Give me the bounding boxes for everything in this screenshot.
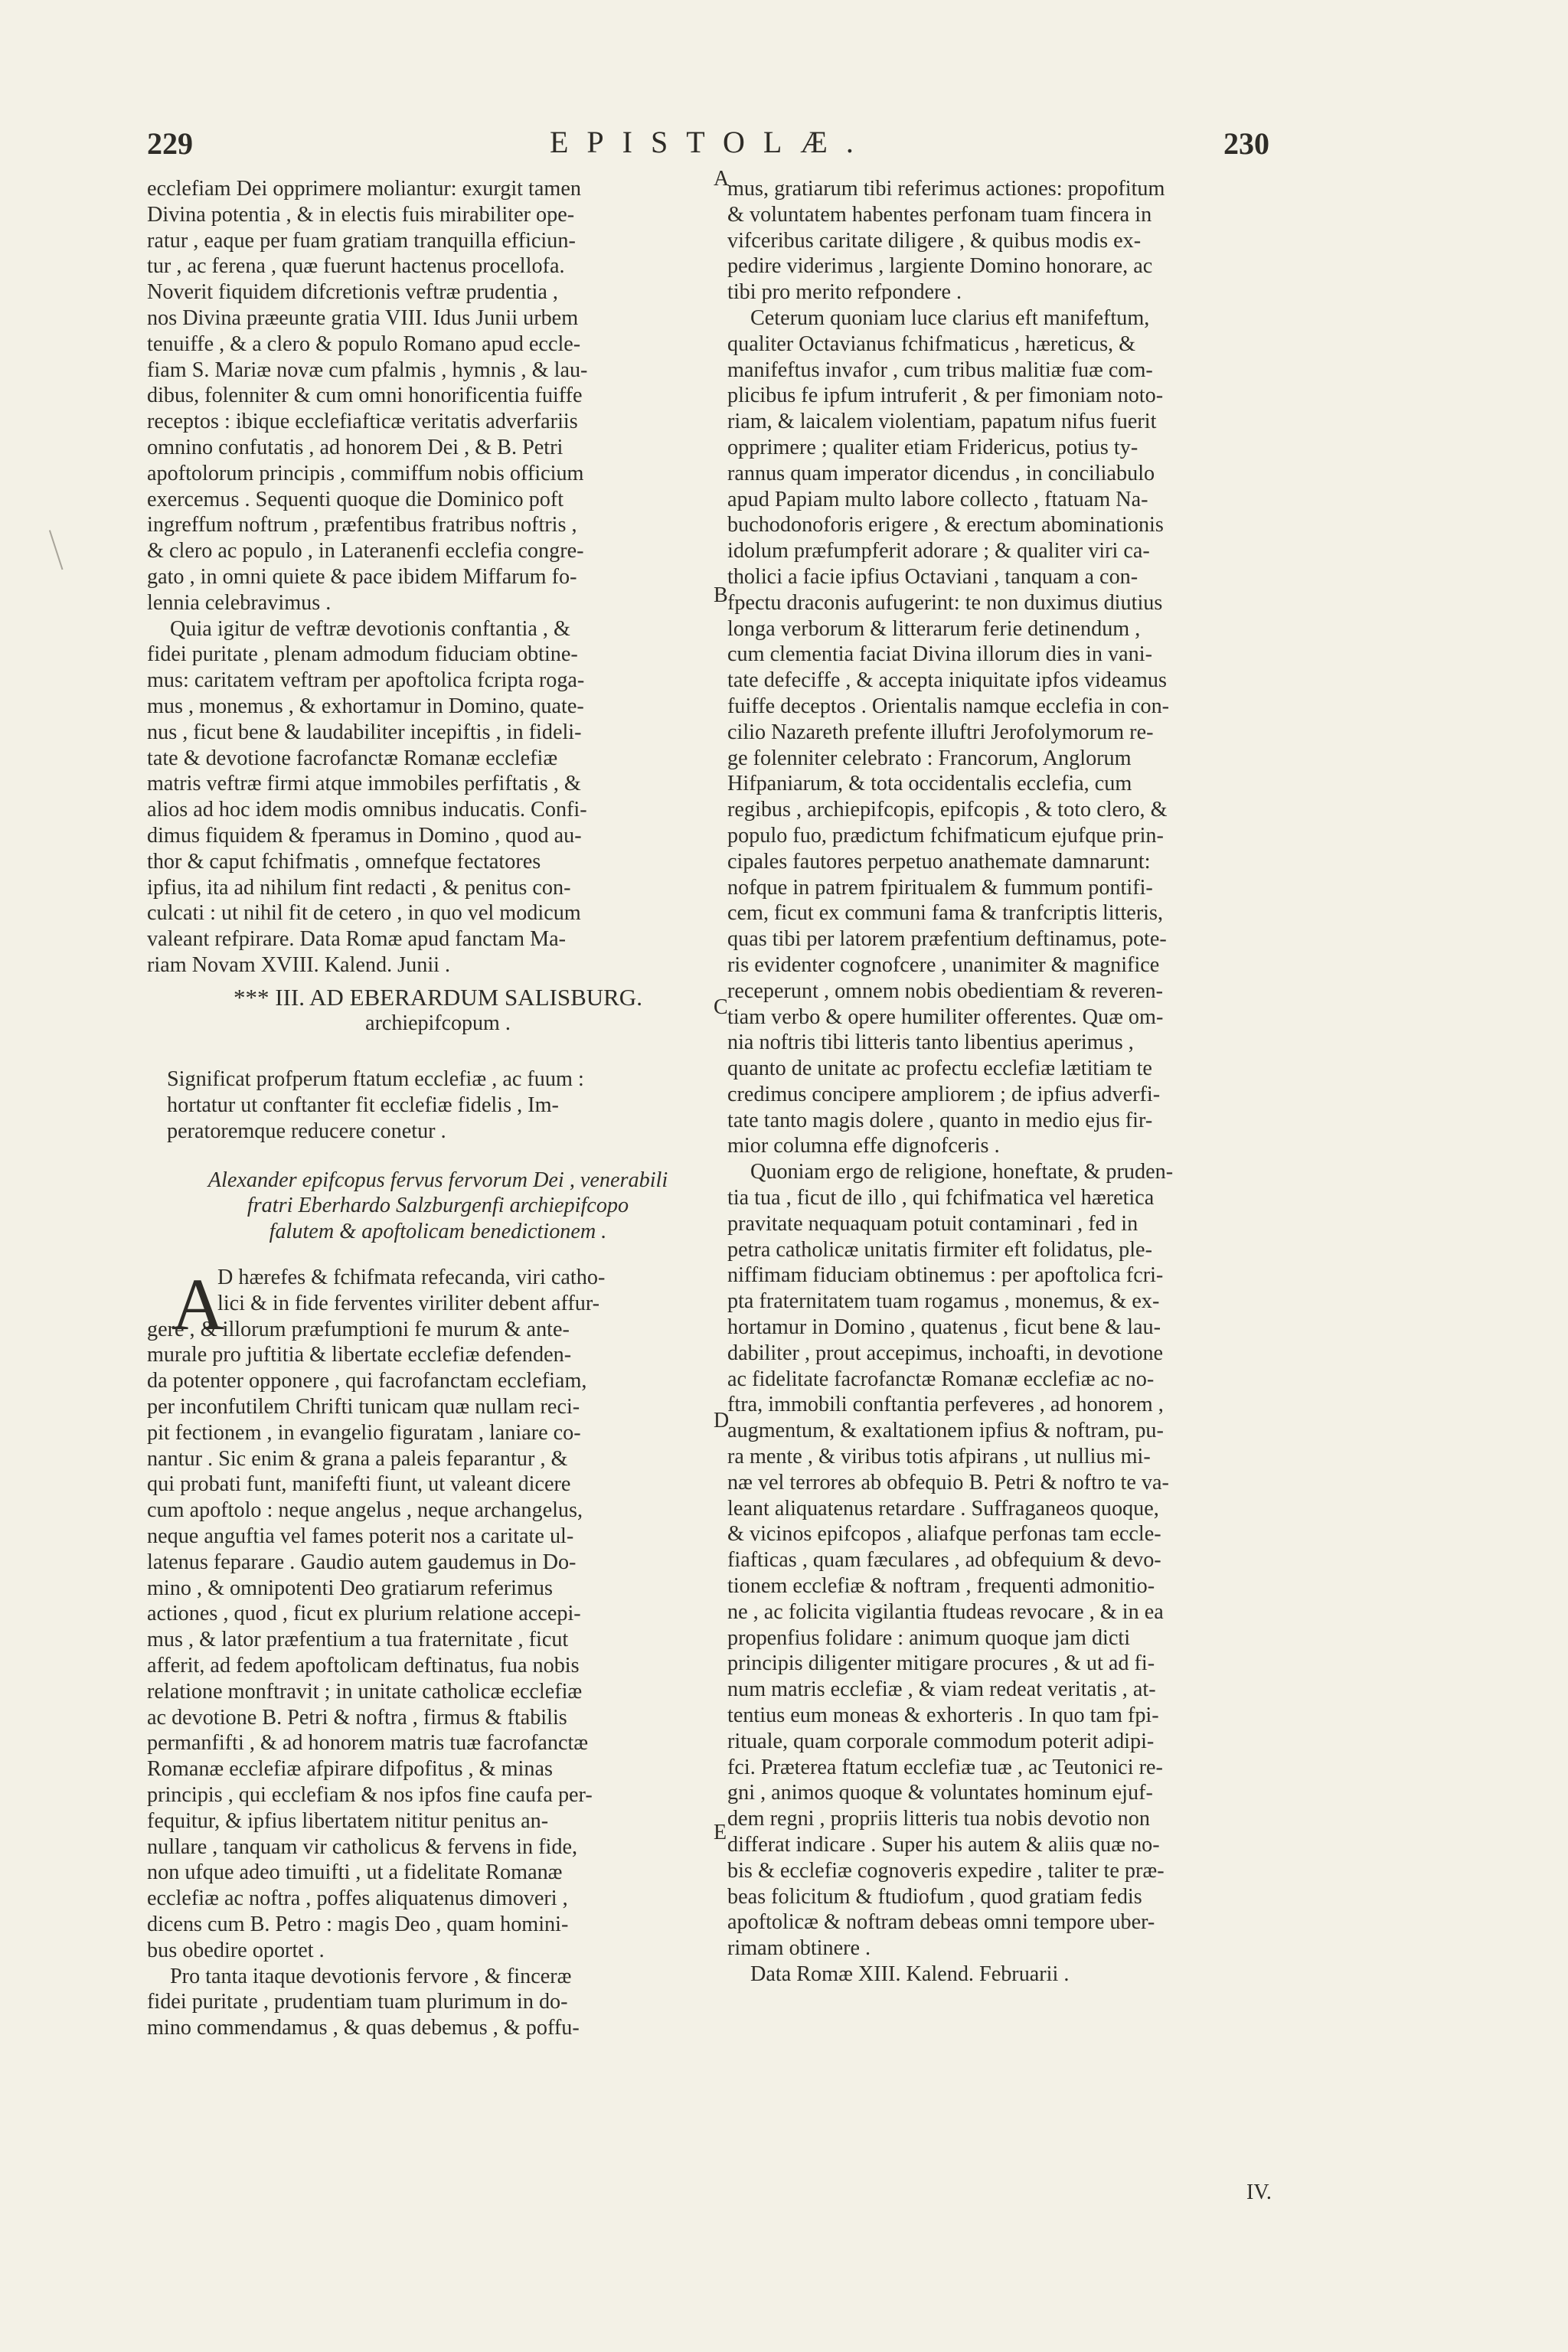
text-line: fiam S. Mariæ novæ cum pfalmis , hymnis , & lau- bbox=[147, 358, 588, 382]
page-number-right: 230 bbox=[1223, 126, 1269, 161]
summary-line: Significat profperum ftatum ecclefiæ , ac fuum : bbox=[167, 1067, 584, 1092]
text-line: valeant refpirare. Data Romæ apud fanctam Ma- bbox=[147, 927, 567, 952]
margin-letter-b: B bbox=[714, 583, 728, 607]
text-line: fequitur, & ipfius libertatem nititur penitus an- bbox=[147, 1808, 549, 1833]
text-line: fiafticas , quam fæculares , ad obfequium & devo- bbox=[727, 1548, 1161, 1573]
letter-body bbox=[147, 1265, 729, 2041]
text-line: vifceribus caritate diligere , & quibus modis ex- bbox=[727, 228, 1142, 253]
text-line: pta fraternitatem tuam rogamus , monemus, & ex- bbox=[727, 1289, 1160, 1314]
text-line: ecclefiam Dei opprimere moliantur: exurgit tamen bbox=[147, 177, 581, 201]
text-line: populo fuo, prædictum fchifmaticum ejufque prin- bbox=[727, 823, 1164, 848]
summary-line: peratoremque reducere conetur . bbox=[167, 1119, 446, 1143]
salutation-line: falutem & apoftolicam benedictionem . bbox=[269, 1220, 607, 1244]
drop-cap-line-text: D hærefes & fchifmata refecanda, viri catho- bbox=[217, 1266, 606, 1290]
text-line: rimam obtinere . bbox=[727, 1936, 871, 1961]
text-line: Pro tanta itaque devotionis fervore , & finceræ bbox=[170, 1964, 572, 1988]
text-line: tenuiffe , & a clero & populo Romano apud eccle- bbox=[147, 332, 581, 356]
text-line: ecclefiæ ac noftra , poffes aliquatenus dimoveri , bbox=[147, 1886, 568, 1911]
salutation-line: Alexander epifcopus fervus fervorum Dei , venerabili bbox=[207, 1168, 668, 1192]
salutation-line: fratri Eberhardo Salzburgenfi archiepifcopo bbox=[247, 1194, 629, 1218]
text-line: cem, ficut ex communi fama & tranfcriptis litteris, bbox=[727, 901, 1164, 926]
text-line: dimus fiquidem & fperamus in Domino , quod au- bbox=[147, 823, 582, 848]
text-line: ac devotione B. Petri & noftra , firmus & ftabilis bbox=[147, 1705, 567, 1730]
margin-pencil-mark bbox=[49, 528, 69, 570]
text-line: nia noftris tibi litteris tanto libentius aperimus , bbox=[727, 1031, 1134, 1055]
text-line: dibus, folenniter & cum omni honorificentia fuiffe bbox=[147, 384, 583, 408]
text-line: augmentum, & exaltationem ipfius & noftram, pu- bbox=[727, 1419, 1164, 1443]
letter-summary bbox=[147, 1067, 729, 1144]
text-line: nus , ficut bene & laudabiliter incepiftis , in fideli- bbox=[147, 720, 582, 744]
text-line: tate tanto magis dolere , quanto in medio ejus fir- bbox=[727, 1108, 1153, 1132]
margin-letter-e: E bbox=[714, 1821, 727, 1844]
text-line: apoftolicæ & noftram debeas omni tempore uber- bbox=[727, 1910, 1155, 1935]
text-line: Hifpaniarum, & tota occidentalis ecclefia, cum bbox=[727, 772, 1132, 796]
running-title: EPISTOLÆ. bbox=[550, 125, 872, 159]
letter-salutation bbox=[147, 1168, 729, 1245]
text-line: bus obedire oportet . bbox=[147, 1938, 325, 1962]
text-line: dabiliter , prout accepimus, inchoafti, in devotione bbox=[727, 1341, 1164, 1365]
text-line: rituale, quam corporale commodum poterit adipi- bbox=[727, 1729, 1155, 1753]
text-line: ac fidelitate facrofanctæ Romanæ ecclefiæ ac no- bbox=[727, 1367, 1155, 1391]
text-line: fidei puritate , prudentiam tuam plurimum in do- bbox=[147, 1990, 568, 2014]
text-line: nullare , tanquam vir catholicus & fervens in fide, bbox=[147, 1834, 578, 1859]
text-line: cipales fautores perpetuo anathemate damnarunt: bbox=[727, 849, 1151, 874]
text-line: tentius eum moneas & exhorteris . In quo tam fpi- bbox=[727, 1704, 1159, 1728]
text-line: alios ad hoc idem modis omnibus inducatis. Confi- bbox=[147, 798, 587, 822]
text-line: afferit, ad fedem apoftolicam deftinatus, fua nobis bbox=[147, 1654, 580, 1678]
text-line: beas folicitum & ftudiofum , quod gratiam fedis bbox=[727, 1884, 1142, 1909]
text-line: idolum præfumpferit adorare ; & qualiter viri ca- bbox=[727, 539, 1150, 564]
text-line: plicibus fe ipfum intruferit , & per fimoniam noto- bbox=[727, 384, 1164, 408]
text-line: Divina potentia , & in electis fuis mirabiliter ope- bbox=[147, 202, 575, 227]
text-line: Ceterum quoniam luce clarius eft manifeftum, bbox=[750, 305, 1150, 330]
text-line: ris evidenter cognofcere , unanimiter & magnifice bbox=[727, 952, 1160, 977]
text-line: petra catholicæ unitatis firmiter eft folidatus, ple- bbox=[727, 1237, 1152, 1262]
text-line: tate & devotione facrofanctæ Romanæ ecclefiæ bbox=[147, 746, 558, 770]
text-line: leant aliquatenus retardare . Suffraganeos quoque, bbox=[727, 1496, 1159, 1521]
text-line: qui probati funt, manifefti fiunt, ut valeant dicere bbox=[147, 1472, 571, 1497]
text-line: & clero ac populo , in Lateranenfi ecclefia congre- bbox=[147, 539, 584, 564]
text-line: cum clementia faciat Divina illorum dies in vani- bbox=[727, 642, 1152, 667]
text-line: propenfius folidare : animum quoque jam dicti bbox=[727, 1625, 1131, 1650]
text-line: gere , & illorum præfumptioni fe murum & ante- bbox=[147, 1317, 570, 1341]
text-line: mus, gratiarum tibi referimus actiones: propofitum bbox=[727, 177, 1165, 201]
drop-cap: A bbox=[172, 1263, 225, 1346]
text-line: dem regni , propriis litteris tua nobis devotio non bbox=[727, 1807, 1150, 1831]
text-line: receperunt , omnem nobis obedientiam & reveren- bbox=[727, 978, 1164, 1003]
text-line: matris veftræ firmi atque immobiles perfiftatis , & bbox=[147, 772, 581, 796]
text-line: ratur , eaque per fuam gratiam tranquilla efficiun- bbox=[147, 228, 576, 253]
text-line: gni , animos quoque & voluntates hominum ejuf- bbox=[727, 1781, 1153, 1805]
margin-letter-d: D bbox=[714, 1409, 730, 1432]
text-line: opprimere ; qualiter etiam Fridericus, potius ty- bbox=[727, 435, 1138, 459]
text-line: riam, & laicalem violentiam, papatum nifus fuerit bbox=[727, 410, 1157, 434]
text-line: actiones , quod , ficut ex plurium relatione accepi- bbox=[147, 1602, 581, 1626]
text-line: non ufque adeo timuifti , ut a fidelitate Romanæ bbox=[147, 1860, 563, 1885]
letter-heading bbox=[147, 985, 729, 1011]
text-line: Noverit fiquidem difcretionis veftræ prudentia , bbox=[147, 280, 558, 305]
letter-ii-closing-text bbox=[147, 176, 729, 978]
text-line: apud Papiam multo labore collecto , ftatuam Na- bbox=[727, 487, 1148, 511]
text-line: lici & in fide ferventes viriliter debent affur- bbox=[217, 1291, 600, 1315]
text-line: fidei puritate , plenam admodum fiduciam obtine- bbox=[147, 642, 578, 667]
text-line: quas tibi per latorem præfentium deftinamus, pote- bbox=[727, 927, 1167, 952]
text-line: mior columna effe dignofceris . bbox=[727, 1134, 1000, 1158]
text-line: quanto de unitate ac profectu ecclefiæ lætitiam te bbox=[727, 1057, 1152, 1081]
margin-letter-c: C bbox=[714, 995, 728, 1019]
text-line: regibus , archiepifcopis, epifcopis , & toto clero, & bbox=[727, 798, 1168, 822]
margin-letter-a: A bbox=[714, 167, 730, 191]
text-line: credimus concipere ampliorem ; de ipfius adverfi- bbox=[727, 1082, 1161, 1106]
text-line: per inconfutilem Chrifti tunicam quæ nullam reci- bbox=[147, 1395, 580, 1419]
heading-marker: *** bbox=[234, 983, 270, 1011]
heading-title: III. AD EBERARDUM SALISBURG. bbox=[275, 983, 642, 1011]
text-line: mus , monemus , & exhortamur in Domino, quate- bbox=[147, 694, 584, 718]
text-line: culcati : ut nihil fit de cetero , in quo vel modicum bbox=[147, 901, 581, 926]
left-column bbox=[147, 176, 729, 2041]
text-line: relatione monftravit ; in unitate catholicæ ecclefiæ bbox=[147, 1679, 583, 1704]
text-line: gato , in omni quiete & pace ibidem Miffarum fo- bbox=[147, 564, 577, 589]
page-header bbox=[0, 121, 1568, 167]
text-line: nantur . Sic enim & grana a paleis feparantur , & bbox=[147, 1446, 568, 1471]
text-line: receptos : ibique ecclefiafticæ veritatis adverfariis bbox=[147, 410, 578, 434]
text-line: niffimam fiduciam obtinemus : per apoftolica fcri- bbox=[727, 1263, 1164, 1288]
text-line: murale pro juftitia & libertate ecclefiæ defenden- bbox=[147, 1343, 572, 1367]
text-line: exercemus . Sequenti quoque die Dominico poft bbox=[147, 487, 564, 511]
text-line: ipfius, ita ad nihilum fint redacti , & penitus con- bbox=[147, 875, 571, 900]
text-line: tibi pro merito refpondere . bbox=[727, 280, 962, 305]
text-line: tate defeciffe , & accepta iniquitate ipfos videamus bbox=[727, 668, 1167, 693]
text-line: Quoniam ergo de religione, honeftate, & pruden- bbox=[750, 1160, 1174, 1184]
text-line: ingreffum noftrum , præfentibus fratribus noftris , bbox=[147, 513, 577, 537]
text-line: bis & ecclefiæ cognoveris expedire , taliter te præ- bbox=[727, 1858, 1165, 1883]
text-line: manifeftus invafor , cum tribus malitiæ fuæ com- bbox=[727, 358, 1153, 382]
summary-line: hortatur ut conftanter fit ecclefiæ fidelis , Im- bbox=[167, 1093, 559, 1118]
text-line: fuiffe deceptos . Orientalis namque ecclefia in con- bbox=[727, 694, 1170, 718]
text-line: fci. Præterea ftatum ecclefiæ tuæ , ac Teutonici re- bbox=[727, 1755, 1163, 1779]
text-line: qualiter Octavianus fchifmaticus , hæreticus, & bbox=[727, 332, 1136, 356]
text-line: tionem ecclefiæ & noftram , frequenti admonitio- bbox=[727, 1574, 1155, 1599]
text-line: ra mente , & viribus totis afpirans , ut nullius mi- bbox=[727, 1445, 1151, 1469]
text-line: ne , ac folicita vigilantia ftudeas revocare , & in ea bbox=[727, 1599, 1164, 1624]
text-line: lennia celebravimus . bbox=[147, 590, 332, 615]
text-line: principis diligenter mitigare procures , & ut ad fi- bbox=[727, 1651, 1155, 1676]
text-line: mus , & lator præfentium a tua fraternitate , ficut bbox=[147, 1628, 569, 1652]
text-line: ftra, immobili conftantia perfeveres , ad honorem , bbox=[727, 1393, 1164, 1417]
text-line: apoftolorum principis , commiffum nobis officium bbox=[147, 461, 584, 485]
text-line: rannus quam imperator dicendus , in conciliabulo bbox=[727, 461, 1155, 485]
catchword: IV. bbox=[1246, 2180, 1272, 2204]
text-line: & voluntatem habentes perfonam tuam fincera in bbox=[727, 202, 1152, 227]
text-line: num matris ecclefiæ , & viam redeat veritatis , at- bbox=[727, 1677, 1156, 1702]
text-line: tholici a facie ipfius Octaviani , tanquam a con- bbox=[727, 564, 1138, 589]
text-line: principis , qui ecclefiam & nos ipfos fine caufa per- bbox=[147, 1783, 593, 1808]
text-line: longa verborum & litterarum ferie detinendum , bbox=[727, 616, 1141, 641]
page-number-left: 229 bbox=[147, 126, 193, 161]
text-line: neque anguftia vel fames poterit nos a caritate ul- bbox=[147, 1524, 574, 1549]
text-line: mino , & omnipotenti Deo gratiarum referimus bbox=[147, 1576, 553, 1600]
text-line: riam Novam XVIII. Kalend. Junii . bbox=[147, 952, 451, 977]
text-line: fpectu draconis aufugerint: te non duximus diutius bbox=[727, 590, 1163, 615]
text-line: differat indicare . Super his autem & aliis quæ no- bbox=[727, 1833, 1160, 1857]
text-line: tur , ac ferena , quæ fuerunt hactenus procellofa. bbox=[147, 254, 565, 279]
text-line: nos Divina præeunte gratia VIII. Idus Junii urbem bbox=[147, 305, 579, 330]
text-line: hortamur in Domino , quatenus , ficut bene & lau- bbox=[727, 1315, 1161, 1340]
text-line: Romanæ ecclefiæ afpirare difpofitus , & minas bbox=[147, 1757, 553, 1782]
text-line: ge folenniter celebrato : Francorum, Anglorum bbox=[727, 746, 1132, 770]
text-line: næ vel terrores ab obfequio B. Petri & noftro te va- bbox=[727, 1470, 1169, 1494]
text-line: mus: caritatem veftram per apoftolica fcripta roga- bbox=[147, 668, 585, 693]
text-line: pedire viderimus , largiente Domino honorare, ac bbox=[727, 254, 1153, 279]
text-line: Data Romæ XIII. Kalend. Februarii . bbox=[750, 1962, 1070, 1986]
text-line: latenus feparare . Gaudio autem gaudemus in Do- bbox=[147, 1550, 577, 1574]
text-line: omnino confutatis , ad honorem Dei , & B. Petri bbox=[147, 435, 564, 459]
text-line: mino commendamus , & quas debemus , & poffu- bbox=[147, 2016, 580, 2040]
text-line: pravitate nequaquam potuit contaminari , fed in bbox=[727, 1211, 1138, 1236]
text-line: pit fectionem , in evangelio figuratam , laniare co- bbox=[147, 1420, 581, 1445]
text-line: cilio Nazareth prefente illuftri Jerofolymorum re- bbox=[727, 720, 1154, 744]
right-column bbox=[727, 176, 1276, 1988]
text-line: Quia igitur de veftræ devotionis conftantia , & bbox=[170, 616, 570, 641]
text-line: cum apoftolo : neque angelus , neque archangelus, bbox=[147, 1498, 583, 1523]
letter-heading-sub: archiepifcopum . bbox=[365, 1011, 511, 1035]
text-line: thor & caput fchifmatis , omnefque fectatores bbox=[147, 849, 541, 874]
text-line: permanfifti , & ad honorem matris tuæ facrofanctæ bbox=[147, 1731, 589, 1756]
text-line: tia tua , ficut de illo , qui fchifmatica vel hæretica bbox=[727, 1186, 1155, 1210]
text-line: buchodonoforis erigere , & erectum abominationis bbox=[727, 513, 1164, 537]
text-line: & vicinos epifcopos , aliafque perfonas tam eccle- bbox=[727, 1522, 1161, 1547]
text-line: dicens cum B. Petro : magis Deo , quam homini- bbox=[147, 1913, 569, 1936]
text-line: nofque in patrem fpiritualem & fummum pontifi- bbox=[727, 875, 1153, 900]
right-column-text bbox=[727, 176, 1276, 1988]
text-line: tiam verbo & opere humiliter offerentes. Quæ om- bbox=[727, 1004, 1164, 1029]
text-line: da potenter opponere , qui facrofanctam ecclefiam, bbox=[147, 1369, 587, 1393]
